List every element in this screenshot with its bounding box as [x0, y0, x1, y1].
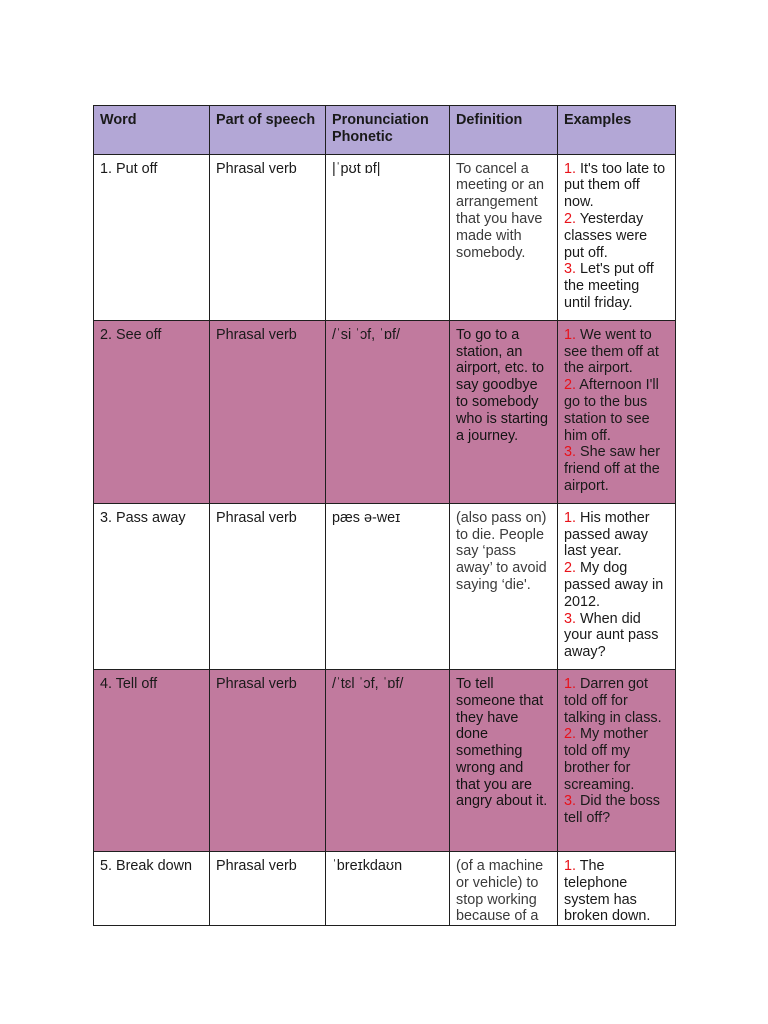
example-text: When did your aunt pass away?: [564, 610, 659, 661]
definition-cell: To cancel a meeting or an arrangement that you have made with somebody.: [450, 154, 558, 320]
example-item: [564, 676, 669, 726]
example-item: [564, 444, 669, 494]
example-number: 1.: [564, 675, 577, 692]
table-row: [94, 154, 676, 320]
example-item: [564, 261, 669, 311]
example-text: Darren got told off for talking in class.: [564, 675, 662, 726]
definition-cell: (of a machine or vehicle) to stop working because of a: [450, 851, 558, 925]
table-row: [94, 320, 676, 503]
example-text: She saw her friend off at the airport.: [564, 444, 661, 494]
example-text: Afternoon I'll go to the bus station to see him off.: [564, 377, 659, 444]
header-pronunciation: Pronunciation Phonetic: [326, 106, 450, 155]
example-item: [564, 726, 669, 793]
examples-cell: [558, 851, 676, 925]
table-row: [94, 851, 676, 925]
example-text: We went to see them off at the airport.: [564, 326, 659, 377]
example-item: [564, 161, 669, 211]
example-text: My mother told off my brother for screaming.: [564, 726, 648, 793]
example-number: 3.: [564, 261, 577, 278]
word-cell: 4. Tell off: [94, 669, 210, 851]
example-item: [564, 611, 669, 661]
word-cell: 2. See off: [94, 320, 210, 503]
header-examples: Examples: [558, 106, 676, 155]
example-number: 1.: [564, 326, 577, 343]
header-word: Word: [94, 106, 210, 155]
table-row: [94, 669, 676, 851]
pos-cell: Phrasal verb: [210, 154, 326, 320]
examples-cell: [558, 320, 676, 503]
pos-cell: Phrasal verb: [210, 669, 326, 851]
example-number: 3.: [564, 444, 577, 461]
example-text: It's too late to put them off now.: [564, 160, 666, 211]
phonetic-cell: pæs ə-weɪ: [326, 503, 450, 669]
example-item: [564, 858, 669, 925]
header-part-of-speech: Part of speech: [210, 106, 326, 155]
example-item: [564, 560, 669, 610]
phonetic-cell: ˈbreɪkdaʊn: [326, 851, 450, 925]
definition-cell: To go to a station, an airport, etc. to say goodbye to somebody who is starting a journey.: [450, 320, 558, 503]
definition-cell: To tell someone that they have done something wrong and that you are angry about it.: [450, 669, 558, 851]
example-text: His mother passed away last year.: [564, 509, 650, 560]
definition-cell: (also pass on) to die. People say ‘pass away’ to avoid saying ‘die'.: [450, 503, 558, 669]
examples-cell: [558, 503, 676, 669]
word-cell: 3. Pass away: [94, 503, 210, 669]
example-text: Let's put off the meeting until friday.: [564, 261, 654, 311]
example-item: [564, 377, 669, 444]
pos-cell: Phrasal verb: [210, 503, 326, 669]
example-text: Did the boss tell off?: [564, 793, 661, 827]
pos-cell: Phrasal verb: [210, 851, 326, 925]
example-item: [564, 510, 669, 560]
phonetic-cell: /ˈtɛl ˈɔf, ˈɒf/: [326, 669, 450, 851]
example-number: 2.: [564, 210, 577, 227]
example-text: Yesterday classes were put off.: [564, 210, 648, 261]
example-text: The telephone system has broken down.: [564, 857, 651, 925]
example-number: 1.: [564, 509, 577, 526]
header-definition: Definition: [450, 106, 558, 155]
table-row: [94, 503, 676, 669]
example-item: [564, 211, 669, 261]
word-cell: 1. Put off: [94, 154, 210, 320]
example-number: 1.: [564, 857, 577, 874]
example-number: 2.: [564, 726, 577, 743]
example-item: [564, 327, 669, 377]
example-number: 2.: [564, 377, 577, 394]
word-cell: 5. Break down: [94, 851, 210, 925]
examples-cell: [558, 154, 676, 320]
phrasal-verbs-table: [93, 105, 676, 926]
pos-cell: Phrasal verb: [210, 320, 326, 503]
example-item: [564, 793, 669, 827]
example-number: 3.: [564, 793, 577, 810]
phonetic-cell: |ˈpʊt ɒf|: [326, 154, 450, 320]
examples-cell: [558, 669, 676, 851]
example-number: 3.: [564, 610, 577, 627]
table-header-row: [94, 106, 676, 155]
phonetic-cell: /ˈsi ˈɔf, ˈɒf/: [326, 320, 450, 503]
example-number: 1.: [564, 160, 577, 177]
example-text: My dog passed away in 2012.: [564, 560, 664, 610]
example-number: 2.: [564, 560, 577, 577]
